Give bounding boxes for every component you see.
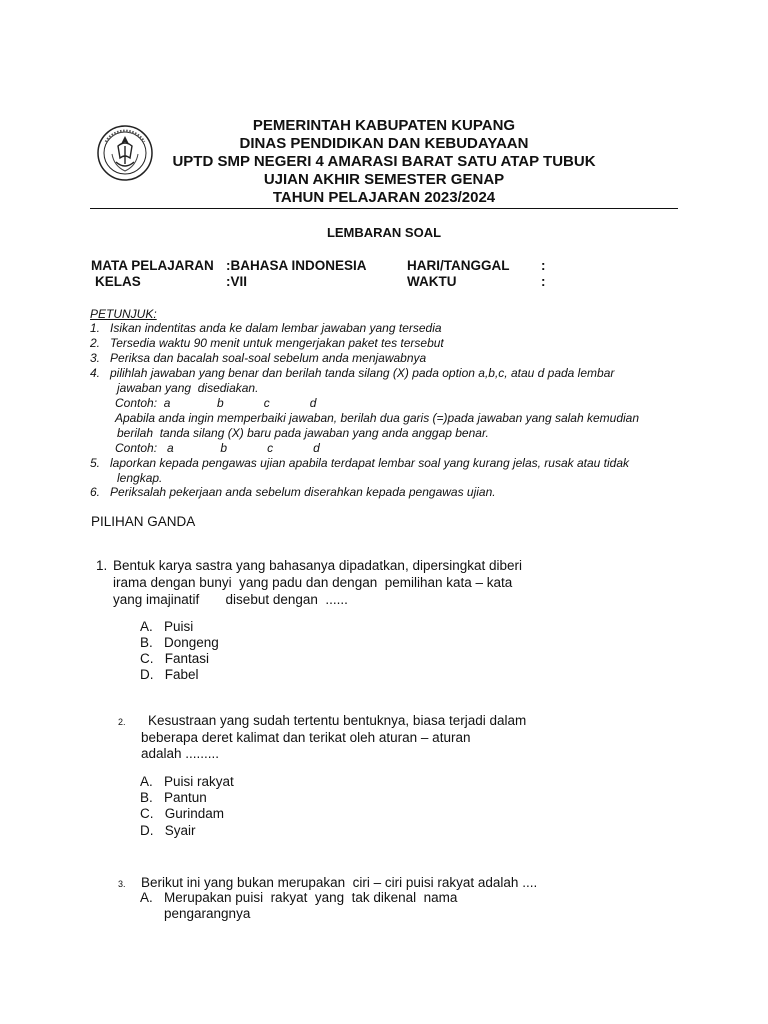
header-line-4: UJIAN AKHIR SEMESTER GENAP (263, 171, 505, 188)
mata-pelajaran-value: :BAHASA INDONESIA (226, 258, 367, 273)
question-1-text-line-2: irama dengan bunyi yang padu dan dengan pemilihan kata – kata (113, 575, 513, 590)
question-1-option-c: C. Fantasi (140, 651, 210, 666)
question-1-text-line-1: Bentuk karya sastra yang bahasanya dipadatkan, dipersingkat diberi (113, 558, 523, 573)
question-3-option-a-cont: pengarangnya (164, 906, 251, 921)
question-3-text-line-1: Berikut ini yang bukan merupakan ciri – ciri puisi rakyat adalah .... (141, 875, 538, 890)
question-2-text-line-1: Kesustraan yang sudah tertentu bentuknya, biasa terjadi dalam (148, 713, 527, 728)
petunjuk-item-6: 6. Periksalah pekerjaan anda sebelum diserahkan kepada pengawas ujian. (90, 485, 496, 499)
petunjuk-correction-cont: berilah tanda silang (X) baru pada jawaban yang anda anggap benar. (117, 426, 489, 440)
question-2-text-line-2: beberapa deret kalimat dan terikat oleh aturan – aturan (141, 730, 471, 745)
question-3-number: 3. (118, 879, 126, 889)
mata-pelajaran-label: MATA PELAJARAN (91, 258, 214, 273)
question-2-option-d: D. Syair (140, 823, 196, 838)
petunjuk-heading: PETUNJUK: (90, 307, 157, 321)
petunjuk-correction: Apabila anda ingin memperbaiki jawaban, berilah dua garis (=)pada jawaban yang salah kemudian (115, 411, 640, 425)
question-1-number: 1. (96, 558, 108, 573)
question-2-number: 2. (118, 717, 126, 727)
petunjuk-example-1: Contoh: a b c d (115, 396, 317, 410)
page-title: LEMBARAN SOAL (326, 225, 442, 240)
question-1-option-b: B. Dongeng (140, 635, 219, 650)
question-1-option-d: D. Fabel (140, 667, 199, 682)
petunjuk-item-1: 1. Isikan indentitas anda ke dalam lembar jawaban yang tersedia (90, 321, 442, 335)
petunjuk-item-5-cont: lengkap. (117, 471, 163, 485)
hari-tanggal-label: HARI/TANGGAL (407, 258, 510, 273)
hari-tanggal-value: : (541, 258, 546, 273)
petunjuk-item-3: 3. Periksa dan bacalah soal-soal sebelum anda menjawabnya (90, 351, 427, 365)
section-title: PILIHAN GANDA (91, 514, 196, 529)
question-1-option-a: A. Puisi (140, 619, 194, 634)
waktu-label: WAKTU (407, 274, 457, 289)
question-1-text-line-3: yang imajinatif disebut dengan ...... (113, 592, 348, 607)
kelas-value: :VII (226, 274, 248, 289)
kelas-label: KELAS (95, 274, 141, 289)
question-3-option-a: A. Merupakan puisi rakyat yang tak dikenal nama (140, 890, 458, 905)
petunjuk-example-2: Contoh: a b c d (115, 441, 320, 455)
petunjuk-item-4-cont: jawaban yang disediakan. (117, 381, 259, 395)
header-line-2: DINAS PENDIDIKAN DAN KEBUDAYAAN (239, 135, 529, 152)
petunjuk-item-2: 2. Tersedia waktu 90 menit untuk mengerjakan paket tes tersebut (90, 336, 444, 350)
header-divider (90, 208, 678, 209)
petunjuk-item-5: 5. laporkan kepada pengawas ujian apabila terdapat lembar soal yang kurang jelas, rusak atau tidak (90, 456, 630, 470)
question-2-option-c: C. Gurindam (140, 806, 225, 821)
question-2-option-b: B. Pantun (140, 790, 207, 805)
waktu-value: : (541, 274, 546, 289)
header-line-5: TAHUN PELAJARAN 2023/2024 (272, 189, 496, 206)
petunjuk-item-4: 4. pilihlah jawaban yang benar dan berilah tanda silang (X) pada option a,b,c, atau d pada lembar (90, 366, 615, 380)
question-2-option-a: A. Puisi rakyat (140, 774, 234, 789)
question-2-text-line-3: adalah ......... (141, 746, 220, 761)
header-line-3: UPTD SMP NEGERI 4 AMARASI BARAT SATU ATAP TUBUK (172, 153, 596, 170)
header-line-1: PEMERINTAH KABUPATEN KUPANG (252, 117, 516, 134)
